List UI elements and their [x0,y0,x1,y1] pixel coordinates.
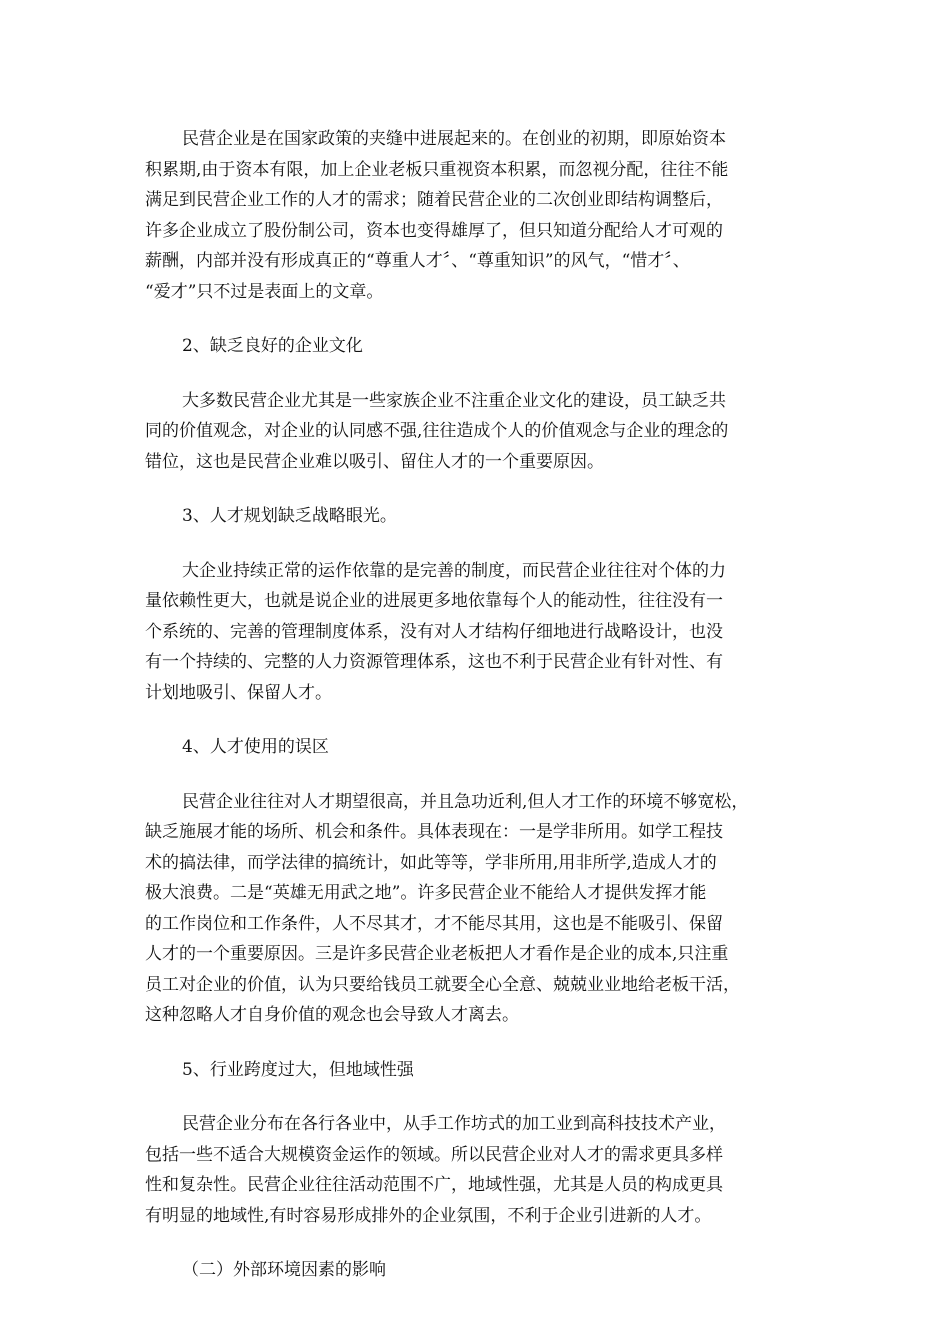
text-line: 民营企业是在国家政策的夹缝中进展起来的。在创业的初期，即原始资本 [182,129,726,149]
text-line: 错位，这也是民营企业难以吸引、留住人才的一个重要原因。 [145,451,604,472]
text-line: 大多数民营企业尤其是一些家族企业不注重企业文化的建设，员工缺乏共 [182,390,726,411]
section-heading-4: 4、人才使用的误区 [182,737,329,757]
text-line: 有一个持续的、完整的人力资源管理体系，这也不利于民营企业有针对性、有 [145,652,723,672]
section-heading-5: 5、行业跨度过大，但地域性强 [182,1059,414,1080]
text-line: 个系统的、完善的管理制度体系，没有对人才结构仔细地进行战略设计，也没 [145,621,723,642]
text-line: 满足到民营企业工作的人才的需求；随着民营企业的二次创业即结构调整后， [145,190,723,210]
paragraph-industry-span [145,1109,815,1231]
text-line: “爱才”只不过是表面上的文章。 [145,281,384,302]
text-line: 计划地吸引、保留人才。 [145,682,332,703]
paragraph-capital-vs-talent [145,124,815,307]
section-heading-3: 3、人才规划缺乏战略眼光。 [182,506,397,526]
text-line: 薪酬，内部并没有形成真正的“尊重人才〞、“尊重知识”的风气，“惜才〞、 [145,251,690,271]
text-line: 术的搞法律，而学法律的搞统计，如此等等，学非所用,用非所学,造成人才的 [145,852,717,873]
text-line: 这种忽略人才自身价值的观念也会导致人才离去。 [145,1005,519,1025]
text-line: 积累期,由于资本有限，加上企业老板只重视资本积累，而忽视分配，往往不能 [145,159,729,180]
text-line: 有明显的地域性,有时容易形成排外的企业氛围，不利于企业引进新的人才。 [145,1205,712,1226]
document-page [145,124,815,1310]
text-line: 性和复杂性。民营企业往往活动范围不广，地域性强，尤其是人员的构成更具 [145,1175,723,1195]
section-heading-2: 2、缺乏良好的企业文化 [182,336,363,356]
text-line: 民营企业分布在各行各业中，从手工作坊式的加工业到高科技技术产业， [182,1114,726,1134]
text-line: 人才的一个重要原因。三是许多民营企业老板把人才看作是企业的成本,只注重 [145,944,729,964]
text-line: 量依赖性更大，也就是说企业的进展更多地依靠每个人的能动性，往往没有一 [145,591,723,611]
text-line: 包括一些不适合大规模资金运作的领域。所以民营企业对人才的需求更具多样 [145,1144,723,1165]
paragraph-corporate-culture [145,386,815,478]
text-line: 的工作岗位和工作条件，人不尽其才，才不能尽其用，这也是不能吸引、保留 [145,913,723,934]
paragraph-talent-planning [145,556,815,709]
text-line: 许多企业成立了股份制公司，资本也变得雄厚了，但只知道分配给人才可观的 [145,220,723,241]
text-line: 大企业持续正常的运作依靠的是完善的制度，而民营企业往往对个体的力 [182,560,726,581]
text-line: 缺乏施展才能的场所、机会和条件。具体表现在：一是学非所用。如学工程技 [145,822,723,842]
section-heading-external: （二）外部环境因素的影响 [182,1260,386,1280]
paragraph-talent-misuse [145,787,815,1031]
text-line: 民营企业往往对人才期望很高，并且急功近利,但人才工作的环境不够宽松， [182,791,749,812]
text-line: 极大浪费。二是“英雄无用武之地”。许多民营企业不能给人才提供发挥才能 [145,883,707,903]
text-line: 同的价值观念，对企业的认同感不强,往往造成个人的价值观念与企业的理念的 [145,421,729,441]
text-line: 员工对企业的价值，认为只要给钱员工就要全心全意、兢兢业业地给老板干活， [145,974,740,995]
